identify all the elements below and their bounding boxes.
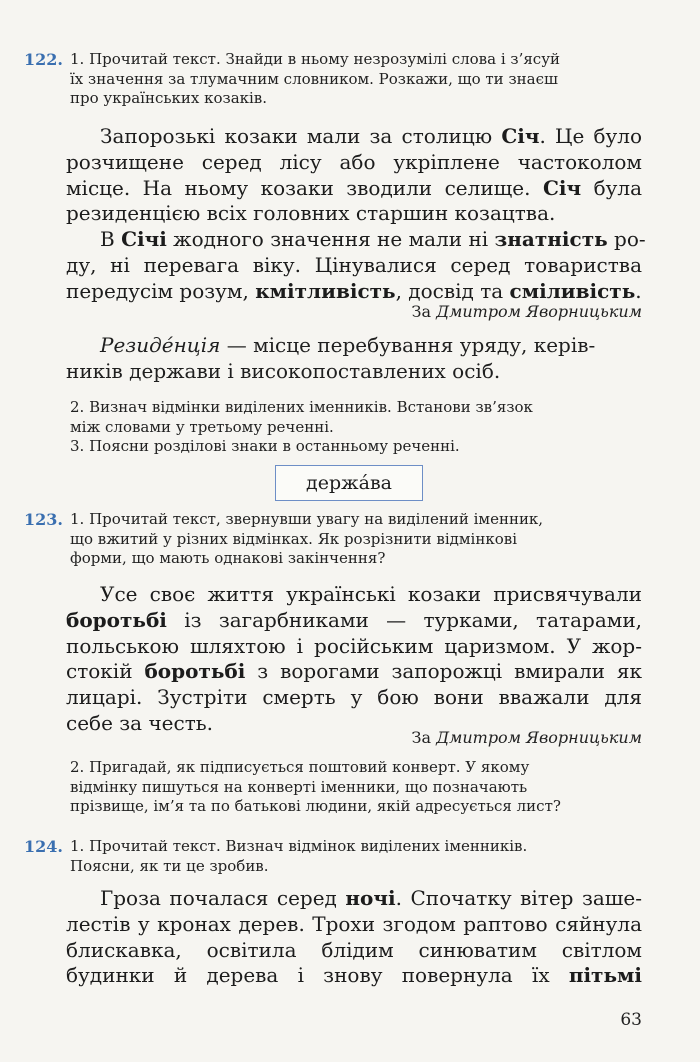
text-line: блискавка, освітила блідим синюватим світлом	[66, 937, 642, 962]
text-line: себе за честь.	[66, 710, 214, 735]
text-line: Гроза почалася серед ночі. Спочатку вітер заше-	[100, 886, 642, 910]
highlighted-noun: Січ	[501, 124, 540, 148]
subtask-line: відмінку пишуться на конверті іменники, що позначають	[70, 777, 528, 796]
exercise-number: 123.	[24, 510, 63, 529]
highlighted-noun: пітьмі	[568, 963, 642, 988]
task-line: форми, що мають однакові закінчення?	[70, 549, 386, 567]
task-line: 1. Прочитай текст. Знайди в ньому незрозумілі слова і з’ясуй	[70, 50, 561, 68]
exercise-number: 122.	[24, 50, 63, 69]
highlighted-noun: ночі	[345, 886, 396, 910]
highlighted-noun: Січ	[542, 175, 582, 200]
subtask-line: 3. Поясни розділові знаки в останньому реченні.	[70, 437, 460, 455]
exercise-122	[24, 50, 642, 109]
text-line: лестів у кронах дерев. Трохи згодом раптово сяйнула	[66, 911, 642, 936]
subtask-line: 2. Визнач відмінки виділених іменників. Встанови зв’язок	[70, 398, 533, 416]
reading-text-123	[66, 582, 642, 737]
text-line: стокій боротьбі з ворогами запорожці вмирали як	[66, 659, 643, 684]
definition-line: Резиде́нція — місце перебування уряду, керів-	[100, 333, 596, 357]
subtasks-122	[70, 398, 642, 457]
reading-text-122	[66, 124, 646, 305]
text-line: передусім розум, кмітливість, досвід та сміливість.	[66, 278, 642, 303]
task-line: їх значення за тлумачним словником. Розкажи, що ти знаєш	[70, 69, 558, 88]
text-line: резиденцією всіх головних старшин козацтва.	[66, 201, 556, 226]
exercise-task	[70, 510, 642, 569]
reading-text-124	[66, 886, 642, 989]
exercise-123	[24, 510, 642, 569]
exercise-number: 124.	[24, 837, 63, 856]
definition	[66, 332, 642, 384]
task-line: що вжитий у різних відмінках. Як розрізнити відмінкові	[70, 529, 517, 548]
text-line: ду, ні перевага віку. Цінувалися серед товариства	[66, 252, 642, 277]
task-line: 1. Прочитай текст. Визнач відмінок виділених іменників.	[70, 837, 528, 855]
subtasks-123	[70, 758, 642, 817]
highlighted-noun: кмітливість	[255, 278, 396, 303]
highlighted-noun: боротьбі	[144, 659, 246, 684]
vocabulary-word-box: держа́ва	[275, 465, 423, 501]
task-line: Поясни, як ти це зробив.	[70, 856, 269, 875]
text-line: Усе своє життя українські козаки присвячували	[100, 582, 642, 606]
definition-term: Резиде́нція	[100, 333, 221, 357]
text-line: лицарі. Зустріти смерть у бою вони вважали для	[66, 685, 642, 710]
exercise-124	[24, 837, 642, 876]
author-attribution: За Дмитром Яворницьким	[411, 728, 642, 747]
author-name: Дмитром Яворницьким	[436, 302, 642, 321]
text-line: боротьбі із загарбниками — турками, татарами,	[66, 607, 642, 632]
text-line: розчищене серед лісу або укріплене частоколом	[66, 149, 642, 174]
task-line: про українських козаків.	[70, 89, 268, 107]
text-line: В Січі жодного значення не мали ні знатність ро-	[100, 227, 646, 252]
highlighted-noun: сміливість	[509, 278, 636, 303]
text-line: Запорозькі козаки мали за столицю Січ. Це було	[100, 124, 642, 148]
author-name: Дмитром Яворницьким	[436, 728, 642, 747]
subtask-line: прізвище, ім’я та по батькові людини, якій адресується лист?	[70, 797, 561, 815]
exercise-task	[70, 837, 642, 876]
page-number: 63	[620, 1010, 642, 1030]
text-line: будинки й дерева і знову повернула їх пітьмі	[66, 963, 642, 988]
highlighted-noun: боротьбі	[66, 607, 167, 632]
exercise-task	[70, 50, 642, 109]
highlighted-noun: Січі	[121, 227, 167, 252]
highlighted-noun: знатність	[494, 227, 608, 252]
task-line: 1. Прочитай текст, звернувши увагу на виділений іменник,	[70, 510, 544, 528]
text-line: польською шляхтою і російським царизмом. У жор-	[66, 633, 642, 658]
definition-line: ників держави і високопоставлених осіб.	[66, 359, 501, 383]
subtask-line: 2. Пригадай, як підписується поштовий конверт. У якому	[70, 758, 530, 776]
text-line: місце. На ньому козаки зводили селище. Січ була	[66, 175, 643, 200]
subtask-line: між словами у третьому реченні.	[70, 417, 334, 436]
author-attribution: За Дмитром Яворницьким	[411, 302, 642, 321]
